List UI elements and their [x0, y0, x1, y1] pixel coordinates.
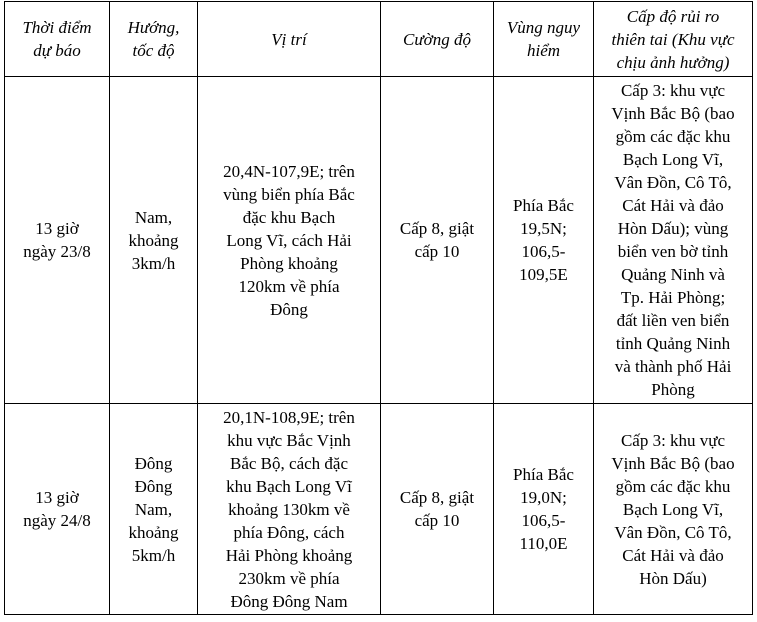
cell-intensity: Cấp 8, giật cấp 10	[381, 404, 494, 615]
table-row	[5, 404, 753, 615]
cell-direction: Đông Đông Nam, khoảng 5km/h	[110, 404, 198, 615]
header-position: Vị trí	[198, 2, 381, 77]
cell-time: 13 giờ ngày 24/8	[5, 404, 110, 615]
header-risk-level: Cấp độ rủi ro thiên tai (Khu vực chịu ảnh hưởng)	[594, 2, 753, 77]
cell-risk: Cấp 3: khu vực Vịnh Bắc Bộ (bao gồm các đặc khu Bạch Long Vĩ, Vân Đồn, Cô Tô, Cát Hải và đảo Hòn Dấu)	[594, 404, 753, 615]
cell-position: 20,1N-108,9E; trên khu vực Bắc Vịnh Bắc Bộ, cách đặc khu Bạch Long Vĩ khoảng 130km về phía Đông, cách Hải Phòng khoảng 230km về phía Đông Đông Nam	[198, 404, 381, 615]
forecast-table	[4, 1, 753, 615]
header-direction-speed: Hướng, tốc độ	[110, 2, 198, 77]
cell-time: 13 giờ ngày 23/8	[5, 77, 110, 404]
cell-risk: Cấp 3: khu vực Vịnh Bắc Bộ (bao gồm các đặc khu Bạch Long Vĩ, Vân Đồn, Cô Tô, Cát Hải và đảo Hòn Dấu); vùng biển ven bờ tỉnh Quảng Ninh và Tp. Hải Phòng; đất liền ven biển tỉnh Quảng Ninh và thành phố Hải Phòng	[594, 77, 753, 404]
header-forecast-time: Thời điểm dự báo	[5, 2, 110, 77]
table-row	[5, 77, 753, 404]
cell-intensity: Cấp 8, giật cấp 10	[381, 77, 494, 404]
cell-danger-zone: Phía Bắc 19,5N; 106,5- 109,5E	[494, 77, 594, 404]
cell-direction: Nam, khoảng 3km/h	[110, 77, 198, 404]
header-row	[5, 2, 753, 77]
cell-danger-zone: Phía Bắc 19,0N; 106,5- 110,0E	[494, 404, 594, 615]
header-intensity: Cường độ	[381, 2, 494, 77]
header-danger-zone: Vùng nguy hiểm	[494, 2, 594, 77]
cell-position: 20,4N-107,9E; trên vùng biển phía Bắc đặc khu Bạch Long Vĩ, cách Hải Phòng khoảng 120km về phía Đông	[198, 77, 381, 404]
